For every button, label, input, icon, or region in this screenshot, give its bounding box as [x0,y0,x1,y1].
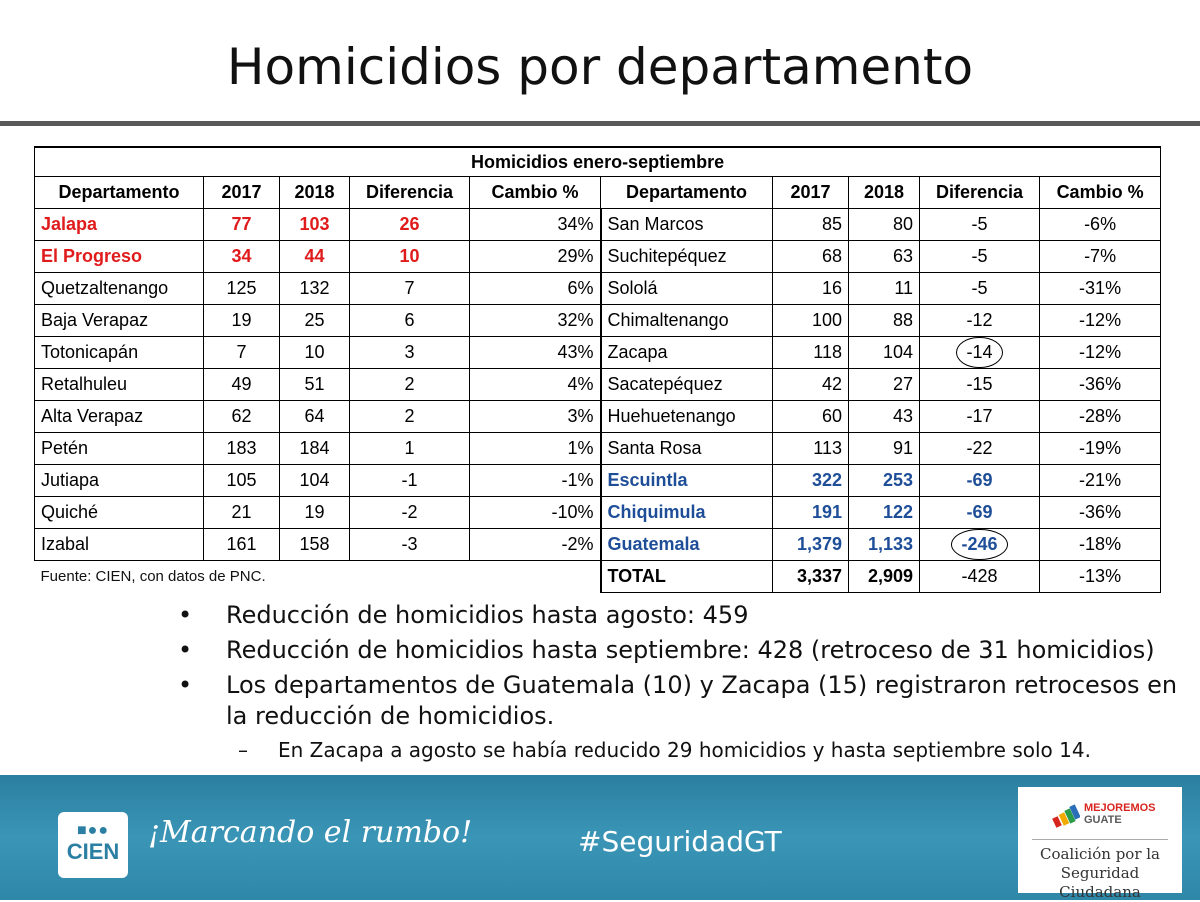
table-super-header: Homicidios enero-septiembre [35,147,1161,177]
col-header-2018: 2018 [280,177,350,209]
value-2017: 161 [204,529,280,561]
difference-value: -12 [920,305,1040,337]
change-pct-value: -7% [1040,241,1161,273]
col-header-department: Departamento [35,177,204,209]
total-2018: 2,909 [849,561,920,593]
change-pct-value: -31% [1040,273,1161,305]
value-2018: 253 [849,465,920,497]
difference-value: -3 [350,529,470,561]
value-2018: 104 [849,337,920,369]
value-2018: 91 [849,433,920,465]
col-header-change-pct: Cambio % [470,177,601,209]
homicides-table [34,146,1161,593]
table-row [35,305,1161,337]
value-2017: 118 [773,337,849,369]
department-name: Jutiapa [35,465,204,497]
mejoremos-guate-text [1084,802,1156,826]
difference-value: 7 [350,273,470,305]
value-2017: 16 [773,273,849,305]
department-name: Baja Verapaz [35,305,204,337]
bullet-item [178,670,1178,732]
value-2018: 25 [280,305,350,337]
change-pct-value: -36% [1040,497,1161,529]
bullet-symbol: • [178,601,193,629]
difference-value: 2 [350,401,470,433]
bullet-item [178,600,1178,631]
bullet-list [178,600,1178,764]
footer-banner [0,775,1200,900]
table-row [35,401,1161,433]
department-name: Quetzaltenango [35,273,204,305]
value-2017: 7 [204,337,280,369]
value-2018: 63 [849,241,920,273]
value-2018: 104 [280,465,350,497]
bullet-symbol: • [178,636,193,664]
value-2018: 132 [280,273,350,305]
change-pct-value: -12% [1040,337,1161,369]
value-2018: 184 [280,433,350,465]
difference-value [920,529,1040,561]
value-2018: 44 [280,241,350,273]
department-name: Petén [35,433,204,465]
value-2017: 77 [204,209,280,241]
value-2017: 42 [773,369,849,401]
value-2018: 10 [280,337,350,369]
value-2017: 322 [773,465,849,497]
value-2017: 125 [204,273,280,305]
difference-value: -1 [350,465,470,497]
change-pct-value: 29% [470,241,601,273]
department-name: Alta Verapaz [35,401,204,433]
value-2018: 27 [849,369,920,401]
difference-value: -69 [920,497,1040,529]
coalition-logo [1018,787,1182,901]
coalition-text [1018,845,1182,902]
value-2018: 43 [849,401,920,433]
value-2017: 100 [773,305,849,337]
difference-value: -5 [920,273,1040,305]
value-2017: 19 [204,305,280,337]
change-pct-value: -18% [1040,529,1161,561]
guate-line: GUATE [1084,814,1122,826]
source-note: Fuente: CIEN, con datos de PNC. [35,561,601,593]
circled-value: -246 [961,534,998,554]
department-name: Guatemala [601,529,773,561]
circled-value: -14 [966,342,993,362]
difference-value: -22 [920,433,1040,465]
table-row [35,241,1161,273]
table-header-row [35,177,1161,209]
change-pct-value: -36% [1040,369,1161,401]
table-row [35,433,1161,465]
department-name: El Progreso [35,241,204,273]
value-2017: 60 [773,401,849,433]
total-row [35,561,1161,593]
department-name: Sololá [601,273,773,305]
department-name: Chimaltenango [601,305,773,337]
department-name: Chiquimula [601,497,773,529]
table-row [35,209,1161,241]
value-2017: 34 [204,241,280,273]
department-name: Retalhuleu [35,369,204,401]
change-pct-value: -10% [470,497,601,529]
value-2017: 49 [204,369,280,401]
department-name: San Marcos [601,209,773,241]
difference-value: 10 [350,241,470,273]
department-name: Suchitepéquez [601,241,773,273]
difference-value: -5 [920,209,1040,241]
sub-bullet-item [178,736,1178,764]
title-divider [0,121,1200,126]
value-2017: 1,379 [773,529,849,561]
value-2018: 19 [280,497,350,529]
difference-value: -17 [920,401,1040,433]
table-row [35,529,1161,561]
department-name: Zacapa [601,337,773,369]
value-2017: 113 [773,433,849,465]
difference-value: 3 [350,337,470,369]
bullet-symbol: • [178,671,193,699]
mejoremos-line: MEJOREMOS [1084,802,1156,814]
change-pct-value: 4% [470,369,601,401]
total-2017: 3,337 [773,561,849,593]
table-row [35,273,1161,305]
value-2018: 122 [849,497,920,529]
slogan: ¡Marcando el rumbo! [148,815,473,850]
cien-logo-mark-icon: ■●● [77,822,109,839]
coalition-line-2: Seguridad Ciudadana [1059,864,1141,901]
cien-logo [58,812,128,878]
value-2018: 80 [849,209,920,241]
bullet-text: Los departamentos de Guatemala (10) y Zacapa (15) registraron retrocesos en la reducción de homicidios. [226,671,1178,730]
department-name: Escuintla [601,465,773,497]
value-2017: 68 [773,241,849,273]
value-2017: 21 [204,497,280,529]
change-pct-value: 1% [470,433,601,465]
value-2018: 158 [280,529,350,561]
col-header-2018: 2018 [849,177,920,209]
bullet-text: Reducción de homicidios hasta agosto: 459 [226,601,749,629]
difference-value [920,337,1040,369]
col-header-change-pct: Cambio % [1040,177,1161,209]
value-2017: 183 [204,433,280,465]
department-name: Santa Rosa [601,433,773,465]
department-name: Jalapa [35,209,204,241]
department-name: Sacatepéquez [601,369,773,401]
value-2018: 64 [280,401,350,433]
change-pct-value: 43% [470,337,601,369]
value-2018: 51 [280,369,350,401]
sub-bullet-symbol: – [238,738,248,762]
change-pct-value: -21% [1040,465,1161,497]
col-header-difference: Diferencia [350,177,470,209]
cien-logo-text: CIEN [66,839,120,864]
difference-value: -5 [920,241,1040,273]
difference-value: -2 [350,497,470,529]
difference-value: 26 [350,209,470,241]
change-pct-value: 34% [470,209,601,241]
coalition-divider [1032,839,1168,840]
change-pct-value: -28% [1040,401,1161,433]
change-pct-value: -1% [470,465,601,497]
difference-value: 2 [350,369,470,401]
department-name: Izabal [35,529,204,561]
sub-bullet-text: En Zacapa a agosto se había reducido 29 homicidios y hasta septiembre solo 14. [278,738,1091,762]
col-header-2017: 2017 [204,177,280,209]
difference-value: 1 [350,433,470,465]
total-change-pct: -13% [1040,561,1161,593]
difference-value: -69 [920,465,1040,497]
coalition-line-1: Coalición por la [1039,845,1160,863]
department-name: Totonicapán [35,337,204,369]
value-2017: 85 [773,209,849,241]
difference-value: -15 [920,369,1040,401]
value-2018: 11 [849,273,920,305]
change-pct-value: 32% [470,305,601,337]
bullet-item [178,635,1178,666]
col-header-difference: Diferencia [920,177,1040,209]
change-pct-value: -19% [1040,433,1161,465]
difference-value: 6 [350,305,470,337]
page-title: Homicidios por departamento [226,38,974,96]
change-pct-value: 6% [470,273,601,305]
department-name: Huehuetenango [601,401,773,433]
table-row [35,497,1161,529]
value-2017: 105 [204,465,280,497]
value-2017: 62 [204,401,280,433]
col-header-department: Departamento [601,177,773,209]
value-2018: 1,133 [849,529,920,561]
col-header-2017: 2017 [773,177,849,209]
change-pct-value: -12% [1040,305,1161,337]
bullet-text: Reducción de homicidios hasta septiembre: 428 (retroceso de 31 homicidios) [226,636,1155,664]
hashtag: #SeguridadGT [578,825,782,858]
change-pct-value: -6% [1040,209,1161,241]
change-pct-value: 3% [470,401,601,433]
value-2018: 103 [280,209,350,241]
change-pct-value: -2% [470,529,601,561]
value-2018: 88 [849,305,920,337]
table-row [35,337,1161,369]
total-label: TOTAL [601,561,773,593]
total-difference: -428 [920,561,1040,593]
value-2017: 191 [773,497,849,529]
mejoremos-guate-mark-icon [1052,801,1080,829]
table-row [35,465,1161,497]
department-name: Quiché [35,497,204,529]
table-row [35,369,1161,401]
